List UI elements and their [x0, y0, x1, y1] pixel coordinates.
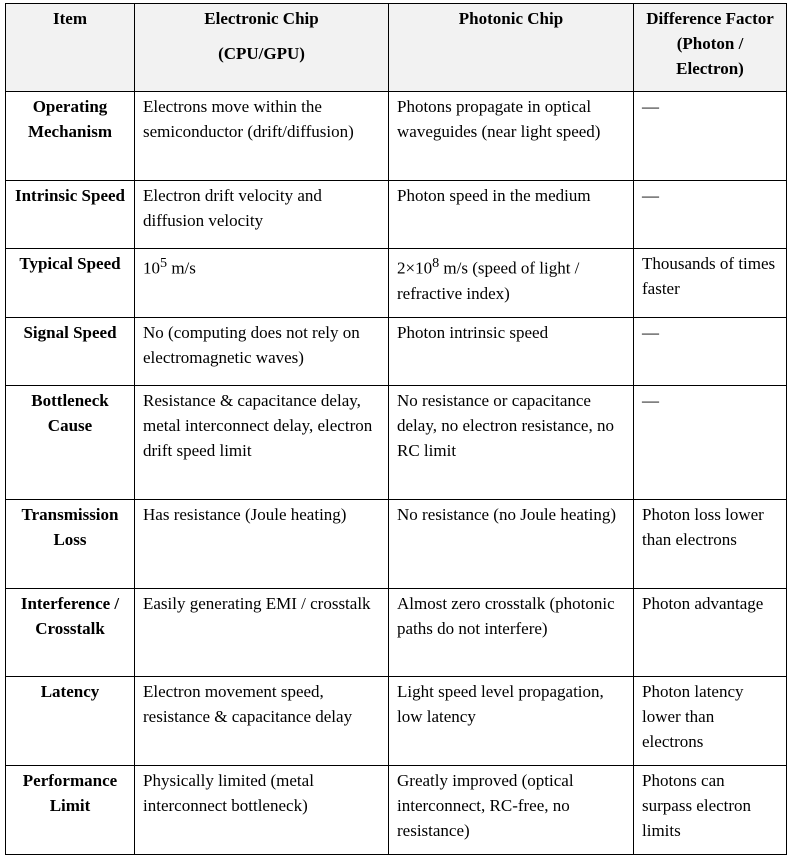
cell-difference: Thousands of times faster [634, 249, 787, 318]
header-difference: Difference Factor (Photon / Electron) [634, 4, 787, 92]
cell-difference: — [634, 181, 787, 249]
photonic-speed-rest: m/s (speed of light / refractive index) [397, 258, 580, 303]
table-row [6, 766, 787, 855]
cell-electronic: No (computing does not rely on electromagnetic waves) [135, 318, 389, 386]
table-row [6, 500, 787, 589]
cell-electronic: Resistance & capacitance delay, metal interconnect delay, electron drift speed limit [135, 386, 389, 500]
table-row [6, 677, 787, 766]
cell-electronic: Physically limited (metal interconnect bottleneck) [135, 766, 389, 855]
cell-difference: Photon loss lower than electrons [634, 500, 787, 589]
cell-photonic: No resistance or capacitance delay, no electron resistance, no RC limit [389, 386, 634, 500]
cell-electronic: Easily generating EMI / crosstalk [135, 589, 389, 677]
header-electronic [135, 4, 389, 92]
cell-photonic: Photon speed in the medium [389, 181, 634, 249]
cell-electronic: Has resistance (Joule heating) [135, 500, 389, 589]
cell-difference: — [634, 386, 787, 500]
row-item: Bottleneck Cause [6, 386, 135, 500]
table-row [6, 318, 787, 386]
table-row [6, 386, 787, 500]
row-item: Signal Speed [6, 318, 135, 386]
cell-difference: Photon latency lower than electrons [634, 677, 787, 766]
electronic-speed-exponent: 5 [160, 255, 168, 271]
cell-electronic: Electron movement speed, resistance & capacitance delay [135, 677, 389, 766]
row-item: Interference / Crosstalk [6, 589, 135, 677]
cell-difference: — [634, 92, 787, 181]
cell-electronic [135, 249, 389, 318]
cell-photonic: Greatly improved (optical interconnect, RC-free, no resistance) [389, 766, 634, 855]
cell-difference: — [634, 318, 787, 386]
header-electronic-title: Electronic Chip [204, 9, 319, 28]
cell-photonic: Light speed level propagation, low latency [389, 677, 634, 766]
table-row [6, 181, 787, 249]
row-item: Transmission Loss [6, 500, 135, 589]
header-row [6, 4, 787, 92]
table-row [6, 249, 787, 318]
cell-photonic: No resistance (no Joule heating) [389, 500, 634, 589]
cell-photonic [389, 249, 634, 318]
table-row [6, 589, 787, 677]
header-electronic-subtitle: (CPU/GPU) [218, 44, 305, 63]
row-item: Typical Speed [6, 249, 135, 318]
comparison-table [5, 3, 787, 855]
table-row [6, 92, 787, 181]
cell-photonic: Photons propagate in optical waveguides (near light speed) [389, 92, 634, 181]
electronic-speed-base: 10 [143, 258, 160, 278]
row-item: Operating Mechanism [6, 92, 135, 181]
cell-electronic: Electrons move within the semiconductor (drift/diffusion) [135, 92, 389, 181]
row-item: Performance Limit [6, 766, 135, 855]
header-item: Item [6, 4, 135, 92]
cell-difference: Photons can surpass electron limits [634, 766, 787, 855]
row-item: Intrinsic Speed [6, 181, 135, 249]
cell-photonic: Almost zero crosstalk (photonic paths do not interfere) [389, 589, 634, 677]
row-item: Latency [6, 677, 135, 766]
cell-difference: Photon advantage [634, 589, 787, 677]
electronic-speed-unit: m/s [167, 258, 196, 278]
header-photonic: Photonic Chip [389, 4, 634, 92]
cell-photonic: Photon intrinsic speed [389, 318, 634, 386]
photonic-speed-base: 2×10 [397, 258, 433, 278]
cell-electronic: Electron drift velocity and diffusion velocity [135, 181, 389, 249]
photonic-speed-exponent: 8 [432, 255, 440, 271]
